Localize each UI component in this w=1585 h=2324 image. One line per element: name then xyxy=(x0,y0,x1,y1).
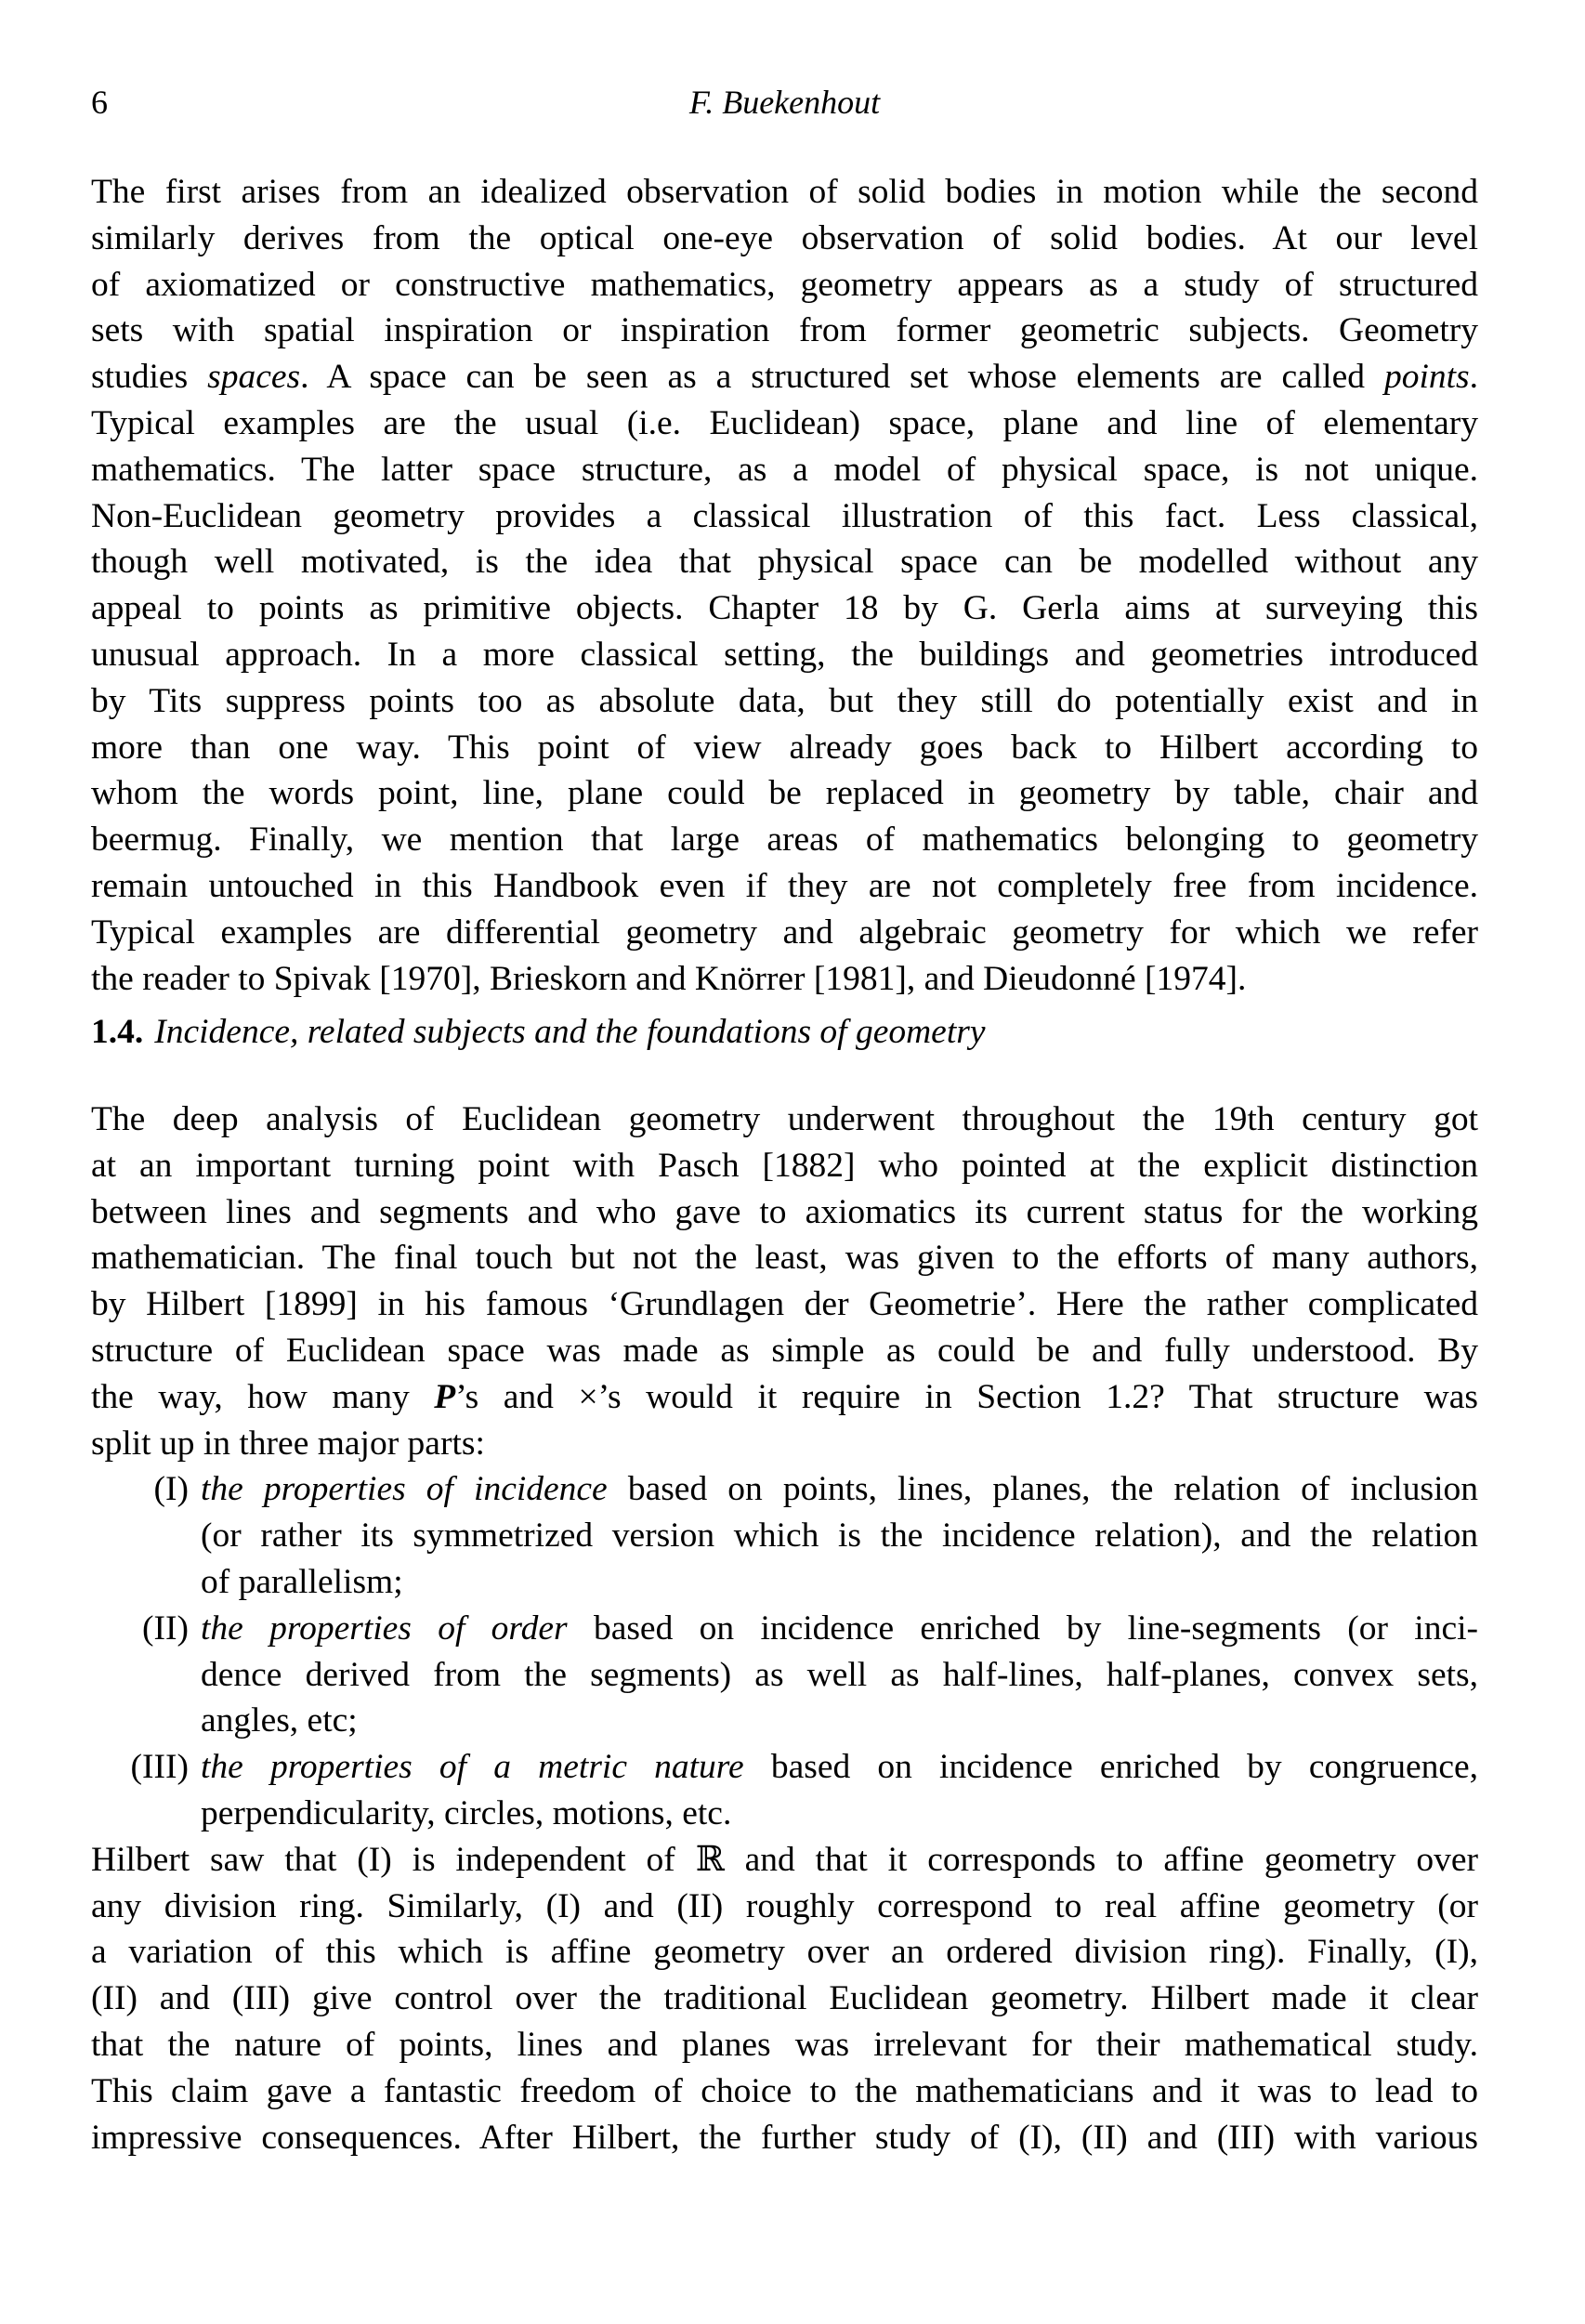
text-line xyxy=(91,678,1478,725)
text-run: based on points, lines, planes, the relation of inclusion xyxy=(607,1470,1478,1509)
list-item-text xyxy=(201,1744,1478,1837)
text-run: Hilbert saw that (I) is independent of ℝ and that it corresponds to affine geometry over xyxy=(91,1840,1478,1879)
text-run: of parallelism; xyxy=(201,1562,403,1601)
paragraph-intro xyxy=(91,169,1478,1002)
text-line xyxy=(91,1421,1478,1467)
text-run: similarly derives from the optical one-eye observation of solid bodies. At our level xyxy=(91,218,1478,257)
text-run: unusual approach. In a more classical setting, the buildings and geometries introduced xyxy=(91,635,1478,674)
list-item-text xyxy=(201,1466,1478,1605)
text-line xyxy=(91,539,1478,585)
text-run: Typical examples are the usual (i.e. Euclidean) space, plane and line of elementary xyxy=(91,403,1478,442)
list-item xyxy=(91,1744,1478,1837)
text-run: by Tits suppress points too as absolute data, but they still do potentially exist and in xyxy=(91,681,1478,720)
text-run: The first arises from an idealized observation of solid bodies in motion while the second xyxy=(91,173,1478,211)
text-run: perpendicularity, circles, motions, etc. xyxy=(201,1793,732,1832)
text-run: a variation of this which is affine geometry over an ordered division ring). Finally, (I), xyxy=(91,1933,1478,1972)
section-title: Incidence, related subjects and the foundations of geometry xyxy=(154,1013,986,1051)
list-item-label: (III) xyxy=(130,1748,189,1787)
text-run: . A space can be seen as a structured set whose elements are called xyxy=(300,358,1384,397)
text-run: whom the words point, line, plane could be replaced in geometry by table, chair and xyxy=(91,774,1478,813)
text-line xyxy=(91,400,1478,447)
text-run: angles, etc; xyxy=(201,1701,358,1740)
math-symbol: P xyxy=(434,1377,456,1416)
text-run: based on incidence enriched by congruence, xyxy=(743,1748,1479,1787)
text-run: structure of Euclidean space was made as simple as could be and fully understood. By xyxy=(91,1331,1478,1370)
text-line xyxy=(91,1143,1478,1189)
list-item-text xyxy=(201,1606,1478,1744)
text-run: of axiomatized or constructive mathematics, geometry appears as a study of structured xyxy=(91,265,1478,304)
text-run: impressive consequences. After Hilbert, the further study of (I), (II) and (III) with various xyxy=(91,2118,1478,2157)
text-run: beermug. Finally, we mention that large areas of mathematics belonging to geometry xyxy=(91,821,1478,860)
text-run: studies xyxy=(91,358,208,397)
text-line xyxy=(91,1235,1478,1281)
text-line xyxy=(201,1744,1478,1791)
text-line xyxy=(91,1976,1478,2022)
text-run: any division ring. Similarly, (I) and (II) roughly correspond to real affine geometry (or xyxy=(91,1886,1478,1925)
text-line xyxy=(91,1374,1478,1421)
text-line xyxy=(91,1884,1478,1930)
text-line xyxy=(91,770,1478,817)
running-head-author: F. Buekenhout xyxy=(688,84,881,121)
text-line xyxy=(91,2022,1478,2068)
emphasis-text: the properties of a metric nature xyxy=(201,1748,744,1787)
text-run: that the nature of points, lines and planes was irrelevant for their mathematical study. xyxy=(91,2025,1478,2064)
text-line xyxy=(91,354,1478,400)
page-number: 6 xyxy=(91,84,108,121)
text-line xyxy=(201,1652,1478,1699)
text-run: split up in three major parts: xyxy=(91,1424,485,1463)
section-number: 1.4. xyxy=(91,1013,144,1051)
text-run: remain untouched in this Handbook even if they are not completely free from incidence. xyxy=(91,866,1478,905)
running-header xyxy=(91,80,1478,126)
text-line xyxy=(201,1606,1478,1652)
text-line xyxy=(91,1837,1478,1884)
text-run: mathematician. The final touch but not the least, was given to the efforts of many authors, xyxy=(91,1239,1478,1278)
text-run: appeal to points as primitive objects. Chapter 18 by G. Gerla aims at surveying this xyxy=(91,589,1478,628)
list-item xyxy=(91,1606,1478,1744)
text-run: (II) and (III) give control over the traditional Euclidean geometry. Hilbert made it clear xyxy=(91,1979,1478,2018)
list-item-label: (II) xyxy=(142,1608,189,1648)
emphasis-text: spaces xyxy=(207,358,301,397)
text-run: Typical examples are differential geometry and algebraic geometry for which we refer xyxy=(91,913,1478,952)
text-line xyxy=(91,2115,1478,2161)
text-line xyxy=(201,1559,1478,1606)
text-run: the way, how many xyxy=(91,1377,435,1416)
text-line xyxy=(91,1929,1478,1976)
properties-list xyxy=(91,1466,1478,1836)
text-run: at an important turning point with Pasch [1882] who pointed at the explicit distinction xyxy=(91,1146,1478,1185)
paragraph-hilbert-history xyxy=(91,1096,1478,1466)
text-line xyxy=(91,956,1478,1003)
text-line xyxy=(201,1466,1478,1513)
emphasis-text: points xyxy=(1383,358,1470,397)
text-line xyxy=(91,2068,1478,2115)
text-line xyxy=(91,447,1478,493)
text-run: sets with spatial inspiration or inspiration from former geometric subjects. Geometry xyxy=(91,311,1478,350)
text-run: the reader to Spivak [1970], Brieskorn and Knörrer [1981], and Dieudonné [1974]. xyxy=(91,959,1247,998)
text-run: ’s and ×’s would it require in Section 1.2? That structure was xyxy=(455,1377,1478,1416)
text-line xyxy=(91,910,1478,956)
list-item-label: (I) xyxy=(153,1470,189,1509)
text-run: The deep analysis of Euclidean geometry underwent throughout the 19th century got xyxy=(91,1100,1478,1138)
section-heading xyxy=(91,1009,1478,1056)
text-run: more than one way. This point of view already goes back to Hilbert according to xyxy=(91,728,1478,767)
text-run: based on incidence enriched by line-segments (or inci- xyxy=(567,1608,1478,1648)
emphasis-text: the properties of order xyxy=(201,1608,568,1648)
text-run: This claim gave a fantastic freedom of choice to the mathematicians and it was to lead to xyxy=(91,2071,1478,2110)
text-line xyxy=(91,1189,1478,1236)
text-line xyxy=(91,863,1478,910)
text-run: . xyxy=(1469,358,1478,397)
text-line xyxy=(201,1791,1478,1837)
text-line xyxy=(91,493,1478,540)
text-run: between lines and segments and who gave to axiomatics its current status for the working xyxy=(91,1192,1478,1231)
text-line xyxy=(91,632,1478,678)
text-line xyxy=(91,725,1478,771)
text-line xyxy=(91,262,1478,309)
text-line xyxy=(91,1281,1478,1328)
paragraph-hilbert-consequences xyxy=(91,1837,1478,2161)
text-line xyxy=(91,308,1478,354)
text-line xyxy=(91,216,1478,262)
text-run: (or rather its symmetrized version which is the incidence relation), and the relation xyxy=(201,1517,1478,1556)
text-line xyxy=(201,1698,1478,1744)
text-run: Non-Euclidean geometry provides a classical illustration of this fact. Less classical, xyxy=(91,496,1478,535)
text-run: by Hilbert [1899] in his famous ‘Grundlagen der Geometrie’. Here the rather complicated xyxy=(91,1285,1478,1324)
text-line xyxy=(91,1096,1478,1143)
section-body xyxy=(91,1096,1478,2160)
text-run: though well motivated, is the idea that physical space can be modelled without any xyxy=(91,543,1478,582)
text-line xyxy=(201,1513,1478,1559)
text-run: dence derived from the segments) as well as half-lines, half-planes, convex sets, xyxy=(201,1655,1478,1694)
text-run: mathematics. The latter space structure, as a model of physical space, is not unique. xyxy=(91,450,1478,489)
text-line xyxy=(91,585,1478,632)
text-line xyxy=(91,1328,1478,1374)
emphasis-text: the properties of incidence xyxy=(201,1470,608,1509)
text-line xyxy=(91,169,1478,216)
text-line xyxy=(91,817,1478,863)
list-item xyxy=(91,1466,1478,1605)
